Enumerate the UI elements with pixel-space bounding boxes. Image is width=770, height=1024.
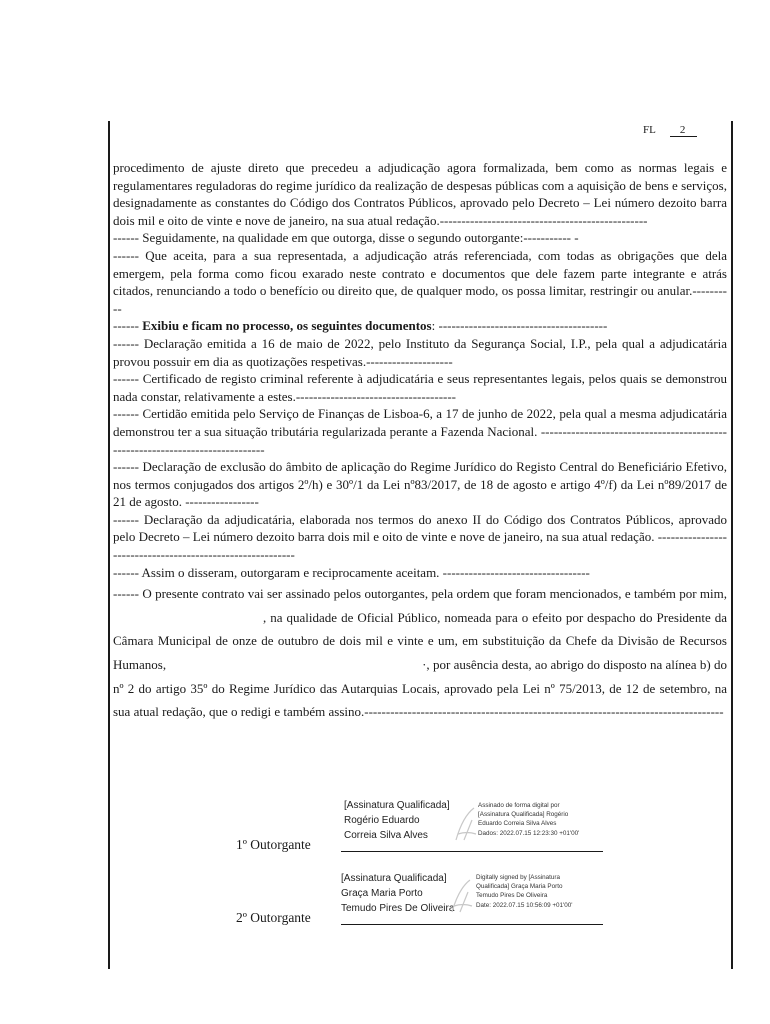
documents-heading-bold: Exibiu e ficam no processo, os seguintes documentos: [142, 318, 432, 334]
paragraph: ------ Que aceita, para a sua representada, a adjudicação atrás referenciada, com todas as obrigações que dela emergem, pela forma como ficou exarado neste contrato e documentos que dele fazem parte integrante e atrás citados, renunciando a todo o benefício ou direito que, de qualquer modo, os possa limitar, restringir ou anular.----------: [113, 247, 727, 316]
right-margin-line: [731, 121, 733, 969]
signer-name: [Assinatura Qualificada] Graça Maria Porto Temudo Pires De Oliveira: [341, 873, 455, 914]
closing-paragraph: ------ O presente contrato vai ser assinado pelos outorgantes, pela ordem que foram mencionados, e também por mim,, na qualidade de Oficial Público, nomeada para o efeito por despacho do Presidente da Câmara Municipal de onze de outubro de dois mil e vinte e um, em substituição da Chefe da Divisão de Recursos Humanos, ·, por ausência desta, ao abrigo do disposto na alínea b) do nº 2 do artigo 35º do Regime Jurídico das Autarquias Locais, aprovado pela Lei nº 75/2013, de 12 de setembro, na sua atual redação, que o redigi e também assino.-----------------------------------------------------------------------------------: [113, 586, 727, 720]
signature-line: [341, 924, 603, 925]
digital-signature-stamp: Digitally signed by [Assinatura Qualificada] Graça Maria Porto Temudo Pires De Oliveira Date: 2022.07.15 10:56:09 +01'00': [476, 874, 573, 909]
signature-label: 2º Outorgante: [236, 910, 311, 925]
document-item: ------ Declaração da adjudicatária, elaborada nos termos do anexo II do Código dos Contratos Públicos, aprovado pelo Decreto – Lei número dezoito barra dois mil e oito de vinte e nove de janeiro, na sua atual redação. ----------------------------------------------------------: [113, 511, 727, 563]
document-item: ------ Certificado de registo criminal referente à adjudicatária e seus representantes legais, pelos quais se demonstrou nada constar, relativamente a estes.-------------------------------------: [113, 371, 727, 404]
signature-mark-icon: [452, 806, 480, 842]
document-item: ------ Assim o disseram, outorgaram e reciprocamente aceitam. ----------------------------------: [113, 564, 590, 580]
digital-signature-stamp: Assinado de forma digital por [Assinatura Qualificada] Rogério Eduardo Correia Silva Alves Dados: 2022.07.15 12:23:30 +01'00': [478, 802, 580, 837]
document-item: ------ Declaração de exclusão do âmbito de aplicação do Regime Jurídico do Registo Central do Beneficiário Efetivo, nos termos conjugados dos artigos 2º/h) e 30º/1 da Lei nº83/2017, de 18 de agosto e artigo 4º/f) da Lei nº89/2017 de 21 de agosto. -----------------: [113, 459, 727, 510]
document-item: ------ Declaração emitida a 16 de maio de 2022, pelo Instituto da Segurança Social, I.P., pela qual a adjudicatária provou possuir em dia as quotizações respetivas.--------------------: [113, 335, 727, 369]
signature-line: [341, 851, 603, 852]
signature-mark-icon: [448, 878, 476, 914]
page-number-label: FL: [643, 124, 656, 136]
page-number: [643, 124, 697, 137]
signer-name: [Assinatura Qualificada] Rogério Eduardo Correia Silva Alves: [344, 800, 450, 841]
paragraph: ------ Seguidamente, na qualidade em que outorga, disse o segundo outorgante:----------- -: [113, 230, 579, 246]
documents-heading: ------ Exibiu e ficam no processo, os seguintes documentos: ---------------------------------------: [113, 318, 608, 334]
document-item: ------ Certidão emitida pelo Serviço de Finanças de Lisboa-6, a 17 de junho de 2022, pela qual a mesma adjudicatária demonstrou ter a sua situação tributária regularizada perante a Fazenda Nacional. ------------------------------------------------------------------------------: [113, 406, 727, 457]
signature-label: 1º Outorgante: [236, 837, 311, 852]
page-number-value: 2: [670, 124, 698, 137]
contract-body: [113, 159, 727, 724]
left-margin-line: [108, 121, 110, 969]
paragraph: procedimento de ajuste direto que precedeu a adjudicação agora formalizada, bem como as normas legais e regulamentares reguladoras do regime jurídico da realização de despesas públicas com a aquisição de bens e serviços, designadamente as constantes do Código dos Contratos Públicos, aprovado pelo Decreto – Lei número dezoito barra dois mil e oito de vinte e nove de janeiro, na sua atual redação.------------------------------------------------: [113, 160, 727, 228]
